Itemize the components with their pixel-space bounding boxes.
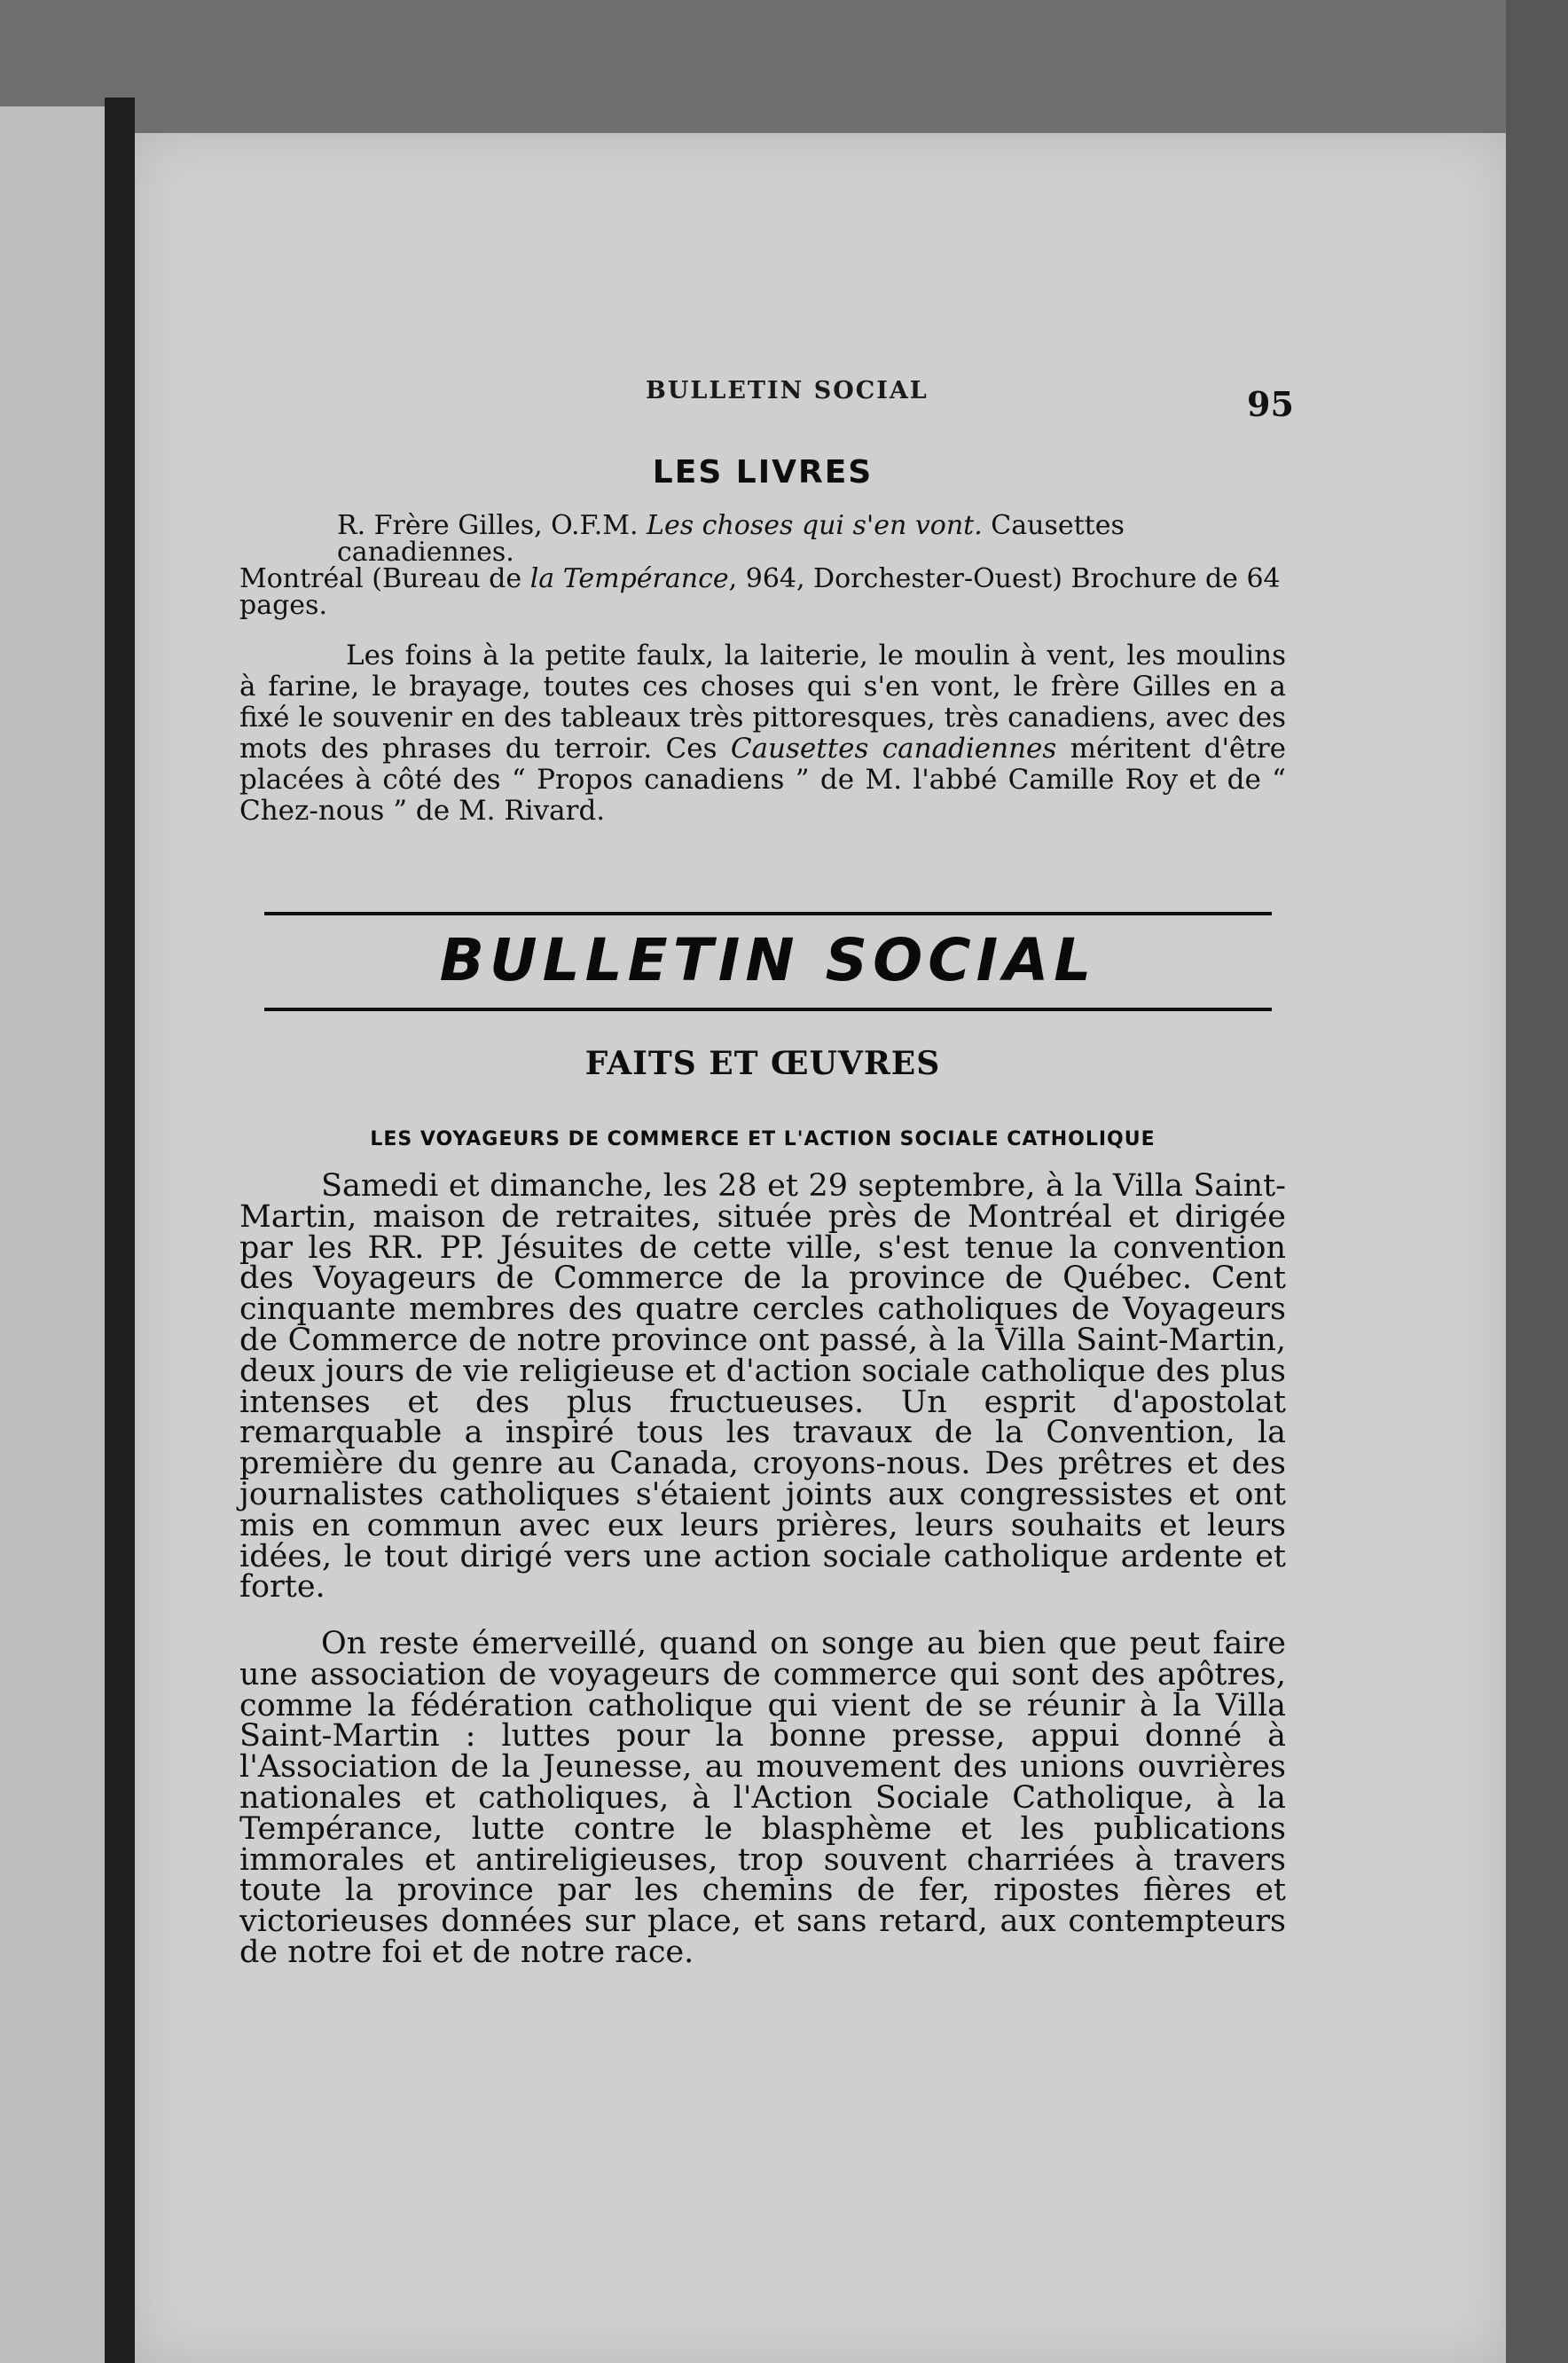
review-paragraph <box>239 640 1286 827</box>
article-paragraph-2: On reste émerveillé, quand on songe au bien que peut faire une association de voyageurs de commerce qui sont des apôtres, comme la fédération catholique qui vient de se réunir à la Villa Saint-Martin : luttes pour la bonne presse, appui donné à l'Association de la Jeunesse, au mouvement des unions ouvrières nationales et catholiques, à l'Action Sociale Catholique, à la Tempérance, lutte contre le blasphème et les publications immorales et antireligieuses, trop souvent charriées à travers toute la province par les chemins de fer, ripostes fières et victorieuses données sur place, et sans retard, aux contempteurs de notre foi et de notre race. <box>239 1626 1286 1970</box>
section-banner: BULLETIN SOCIAL <box>439 926 1097 994</box>
article-paragraph-1: Samedi et dimanche, les 28 et 29 septembre, à la Villa Saint-Martin, maison de retraites, située près de Montréal et dirigée par les RR. PP. Jésuites de cette ville, s'est tenue la convention des Voyageurs de Commerce de la province de Québec. Cent cinquante membres des quatre cercles catholiques de Voyageurs de Commerce de notre province ont passé, à la Villa Saint-Martin, deux jours de vie religieuse et d'action sociale catholique des plus intenses et des plus fructueuses. Un esprit d'apostolat remarquable a inspiré tous les travaux de la Convention, la première du genre au Canada, croyons-nous. Des prêtres et des journalistes catholiques s'étaient joints aux congressistes et ont mis en commun avec eux leurs prières, leurs souhaits et leurs idées, le tout dirigé vers une action sociale catholique ardente et forte. <box>239 1168 1286 1605</box>
section-title-faits: FAITS ET ŒUVRES <box>584 1045 941 1082</box>
review-text-b: méritent d'être placées à côté des “ Propos canadiens ” de M. l'abbé Camille Roy et de “ Chez-nous ” de M. Rivard. <box>239 733 1286 827</box>
page-number: 95 <box>1247 384 1294 424</box>
citation-work-title: Les choses qui s'en vont. <box>647 510 983 541</box>
review-italic-title: Causettes canadiennes <box>730 733 1057 765</box>
banner-rule-bottom <box>264 1008 1272 1011</box>
section-title-livres: LES LIVRES <box>652 454 874 491</box>
scan-background <box>1506 0 1568 2363</box>
citation-author: R. Frère Gilles, O.F.M. <box>337 510 639 541</box>
review-text-a: Les foins à la petite faulx, la laiterie, le moulin à vent, les moulins à farine, le brayage, toutes ces choses qui s'en vont, le frère Gilles en a fixé le souvenir en des tableaux très pittoresques, très canadiens, avec des mots des phrases du terroir. Ces <box>239 640 1286 765</box>
citation-publisher-detail: , 964, Dorchester-Ouest) Brochure de 64 pages. <box>239 563 1281 621</box>
citation-subtitle: Causettes canadiennes. <box>337 510 1125 568</box>
citation-publisher: Montréal (Bureau de <box>239 563 522 594</box>
article-subheading: LES VOYAGEURS DE COMMERCE ET L'ACTION SOCIALE CATHOLIQUE <box>370 1128 1156 1150</box>
facing-page-edge <box>0 106 105 2363</box>
book-gutter <box>105 98 135 2363</box>
book-citation <box>239 510 1286 621</box>
running-title: BULLETIN SOCIAL <box>646 377 929 404</box>
banner-rule-top <box>264 912 1272 915</box>
citation-publisher-name: la Tempérance <box>529 563 729 594</box>
